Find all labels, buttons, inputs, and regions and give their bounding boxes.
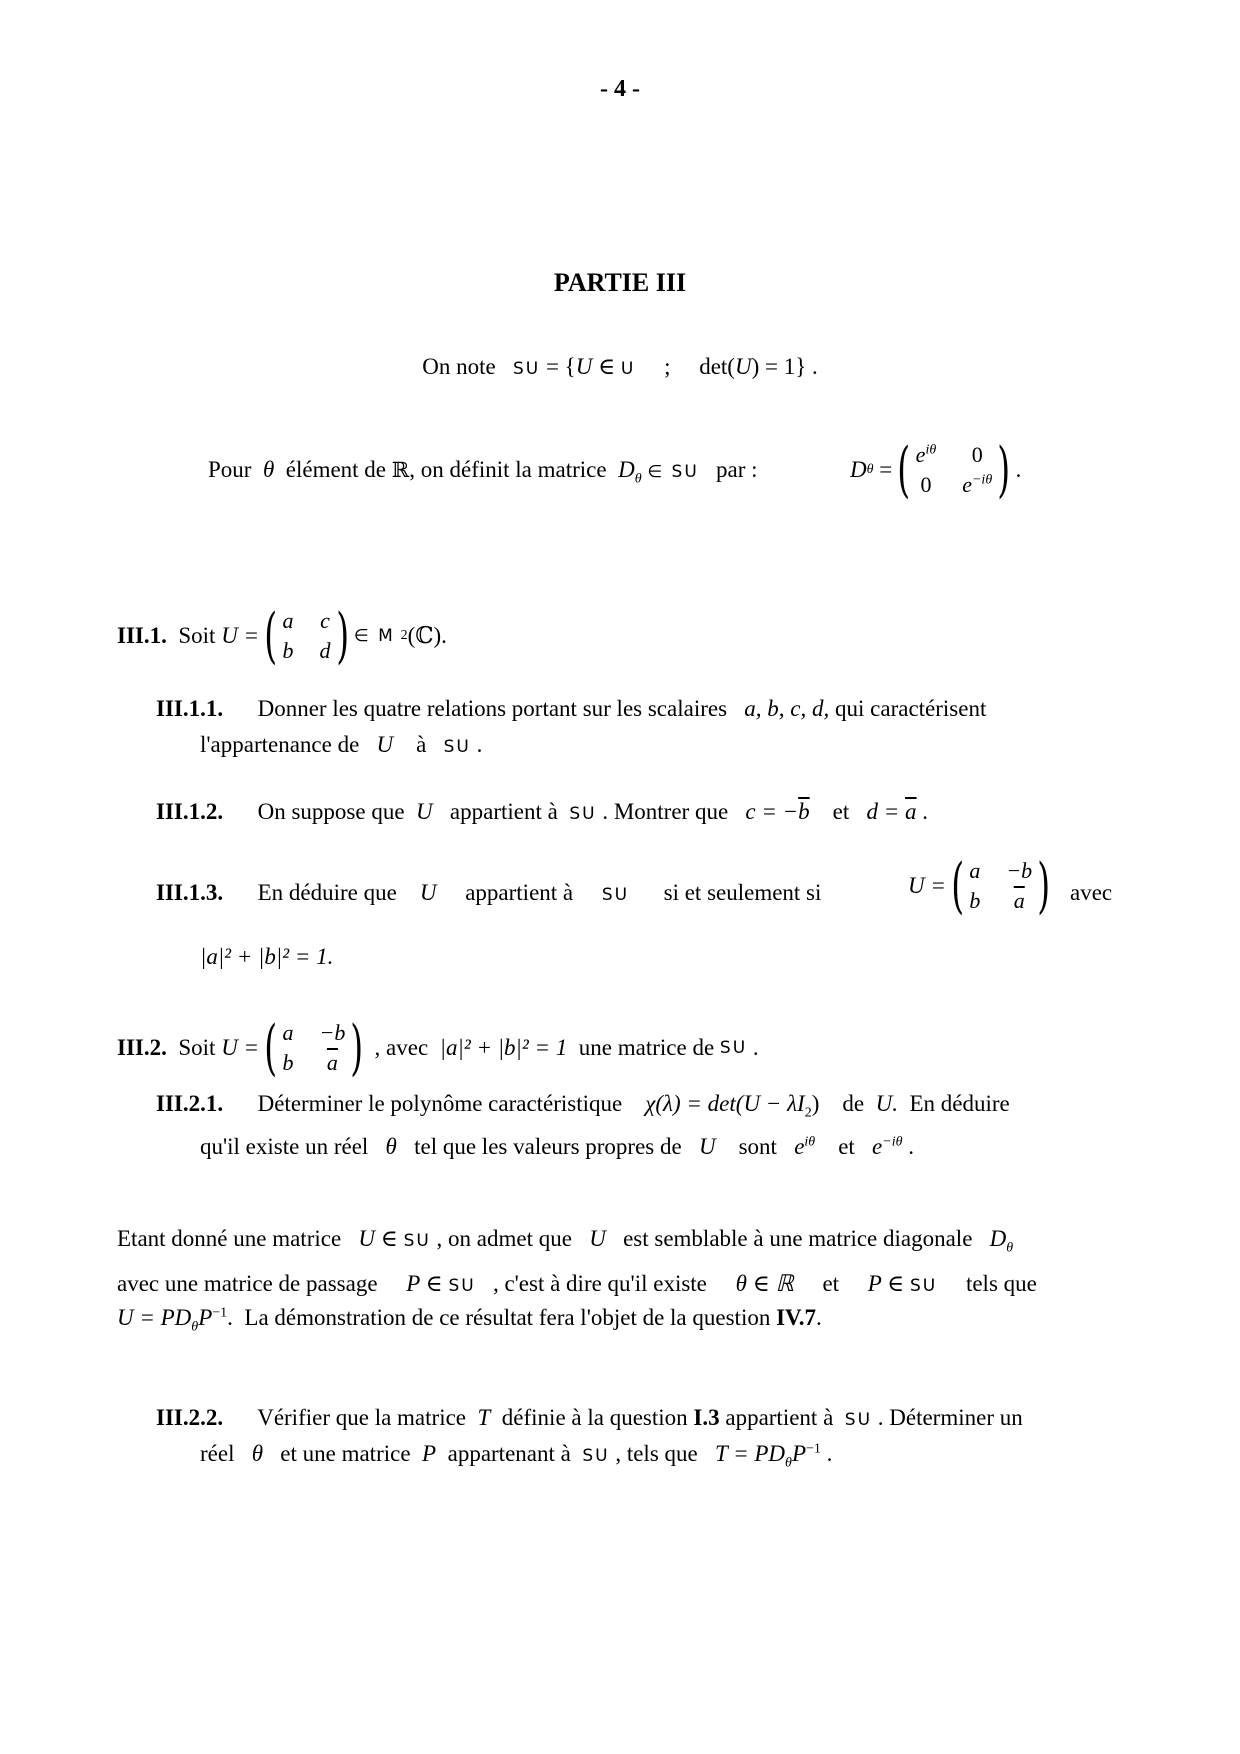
norm-condition: |a|² + |b|² = 1. — [200, 944, 334, 969]
question-III-1-3-matrix: U = ( a −b b $\overline{a}$ ) — [908, 851, 1051, 921]
question-III-2-2-line2: réel θ et une matrice P appartenant à SU , tels que $T = PD_\theta P^{-1}$ . — [200, 1441, 833, 1471]
su-definition: On note SU = {U ∈ U ; det(U) = 1} . — [422, 354, 818, 379]
question-III-2-1: III.2.1. Déterminer le polynôme caractéristique $\chi(\lambda) = \det(U - \lambda I_2)$ de U. En déduire — [156, 1091, 1010, 1121]
question-III-1-2: III.1.2. On suppose que U appartient à SU . Montrer que $c = -\overline{b}$ et $d = \overline{a}$ . — [156, 799, 929, 824]
page-number: - 4 - — [600, 76, 640, 102]
avec-word: avec — [1070, 880, 1113, 905]
question-III-2-2: III.2.2. Vérifier que la matrice T définie à la question I.3 appartient à SU . Déterminer un — [156, 1405, 1023, 1430]
question-III-1-3: III.1.3. En déduire que U appartient à SU si et seulement si — [156, 880, 822, 905]
section-title: PARTIE III — [553, 268, 687, 297]
d-theta-definition: Pour θ élément de ℝ, on définit la matrice $D_\theta$ ∈ SU par : — [208, 457, 758, 487]
paragraph-line-1: Etant donné une matrice U ∈ SU , on admet que U est semblable à une matrice diagonale $D_\theta$ — [117, 1226, 1014, 1256]
question-III-1: III.1. Soit U = ( a c b d ) ∈ M 2 (ℂ). — [117, 601, 447, 671]
paragraph-line-3: $U = PD_\theta P^{-1}$. La démonstration de ce résultat fera l'objet de la question IV.7. — [117, 1305, 822, 1335]
d-theta-matrix: D θ = ( $e^{i\theta}$ 0 0 $e^{-i\theta}$ ) . — [850, 435, 1022, 505]
question-III-1-1: III.1.1. Donner les quatre relations portant sur les scalaires a, b, c, d, qui caractérisent — [156, 696, 987, 721]
question-III-2-1-line2: qu'il existe un réel θ tel que les valeurs propres de U sont $e^{i\theta}$ et $e^{-i\theta}$ . — [200, 1134, 914, 1159]
question-III-2: III.2. Soit U = ( a −b b $\overline{a}$ ) , avec |a|² + |b|² = 1 une matrice de SU . — [117, 1013, 759, 1083]
question-III-1-1-line2: l'appartenance de U à SU . — [200, 732, 483, 757]
paragraph-line-2: avec une matrice de passage P ∈ SU , c'est à dire qu'il existe θ ∈ ℝ et P ∈ SU tels que — [117, 1271, 1037, 1296]
